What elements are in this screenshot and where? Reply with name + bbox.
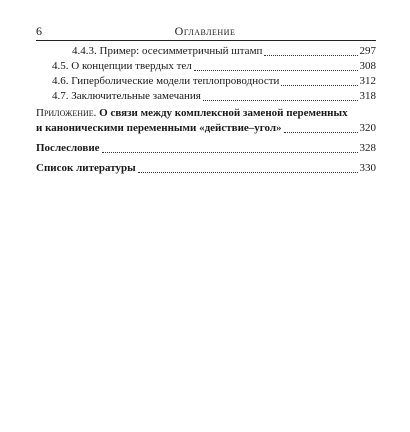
toc-entry-page: 330 (359, 162, 376, 174)
toc-entry-4-7 (36, 89, 376, 104)
dot-leader (102, 152, 358, 153)
page-number: 6 (36, 24, 42, 38)
dot-leader (203, 100, 358, 101)
toc-entry-title: Список литературы (36, 162, 136, 174)
toc-entry-title: Послесловие (36, 142, 100, 154)
dot-leader (281, 85, 357, 86)
dot-leader (284, 132, 358, 133)
toc-entry-page: 320 (359, 122, 376, 134)
toc-entry-page: 308 (359, 60, 376, 72)
toc-entry-title: 4.4.3. Пример: осесимметричный штамп (72, 45, 263, 57)
toc-entry-page: 312 (359, 75, 376, 87)
toc-entry-appendix (36, 106, 376, 136)
dot-leader (194, 70, 358, 71)
appendix-title-line2: и каноническими переменными «действие–угол» (36, 122, 282, 134)
toc-entry-4-4-3 (36, 44, 376, 59)
toc-entry-title: 4.7. Заключительные замечания (52, 90, 201, 102)
appendix-label: Приложение. (36, 107, 97, 119)
toc-entry-page: 318 (359, 90, 376, 102)
toc-entry-4-6 (36, 74, 376, 89)
toc-entry-title: 4.6. Гиперболические модели теплопроводности (52, 75, 280, 87)
toc-entry-bibliography (36, 161, 376, 176)
dot-leader (138, 172, 358, 173)
page-header (36, 24, 374, 38)
running-title: Оглавление (174, 24, 236, 38)
table-of-contents (36, 44, 376, 176)
dot-leader (264, 55, 357, 56)
toc-entry-page: 328 (359, 142, 376, 154)
toc-entry-title: 4.5. О концепции твердых тел (52, 60, 192, 72)
header-rule (36, 40, 376, 41)
toc-entry-4-5 (36, 59, 376, 74)
toc-entry-page: 297 (359, 45, 376, 57)
toc-entry-afterword (36, 141, 376, 156)
appendix-title-line1: О связи между комплексной заменой переменных (99, 107, 348, 119)
